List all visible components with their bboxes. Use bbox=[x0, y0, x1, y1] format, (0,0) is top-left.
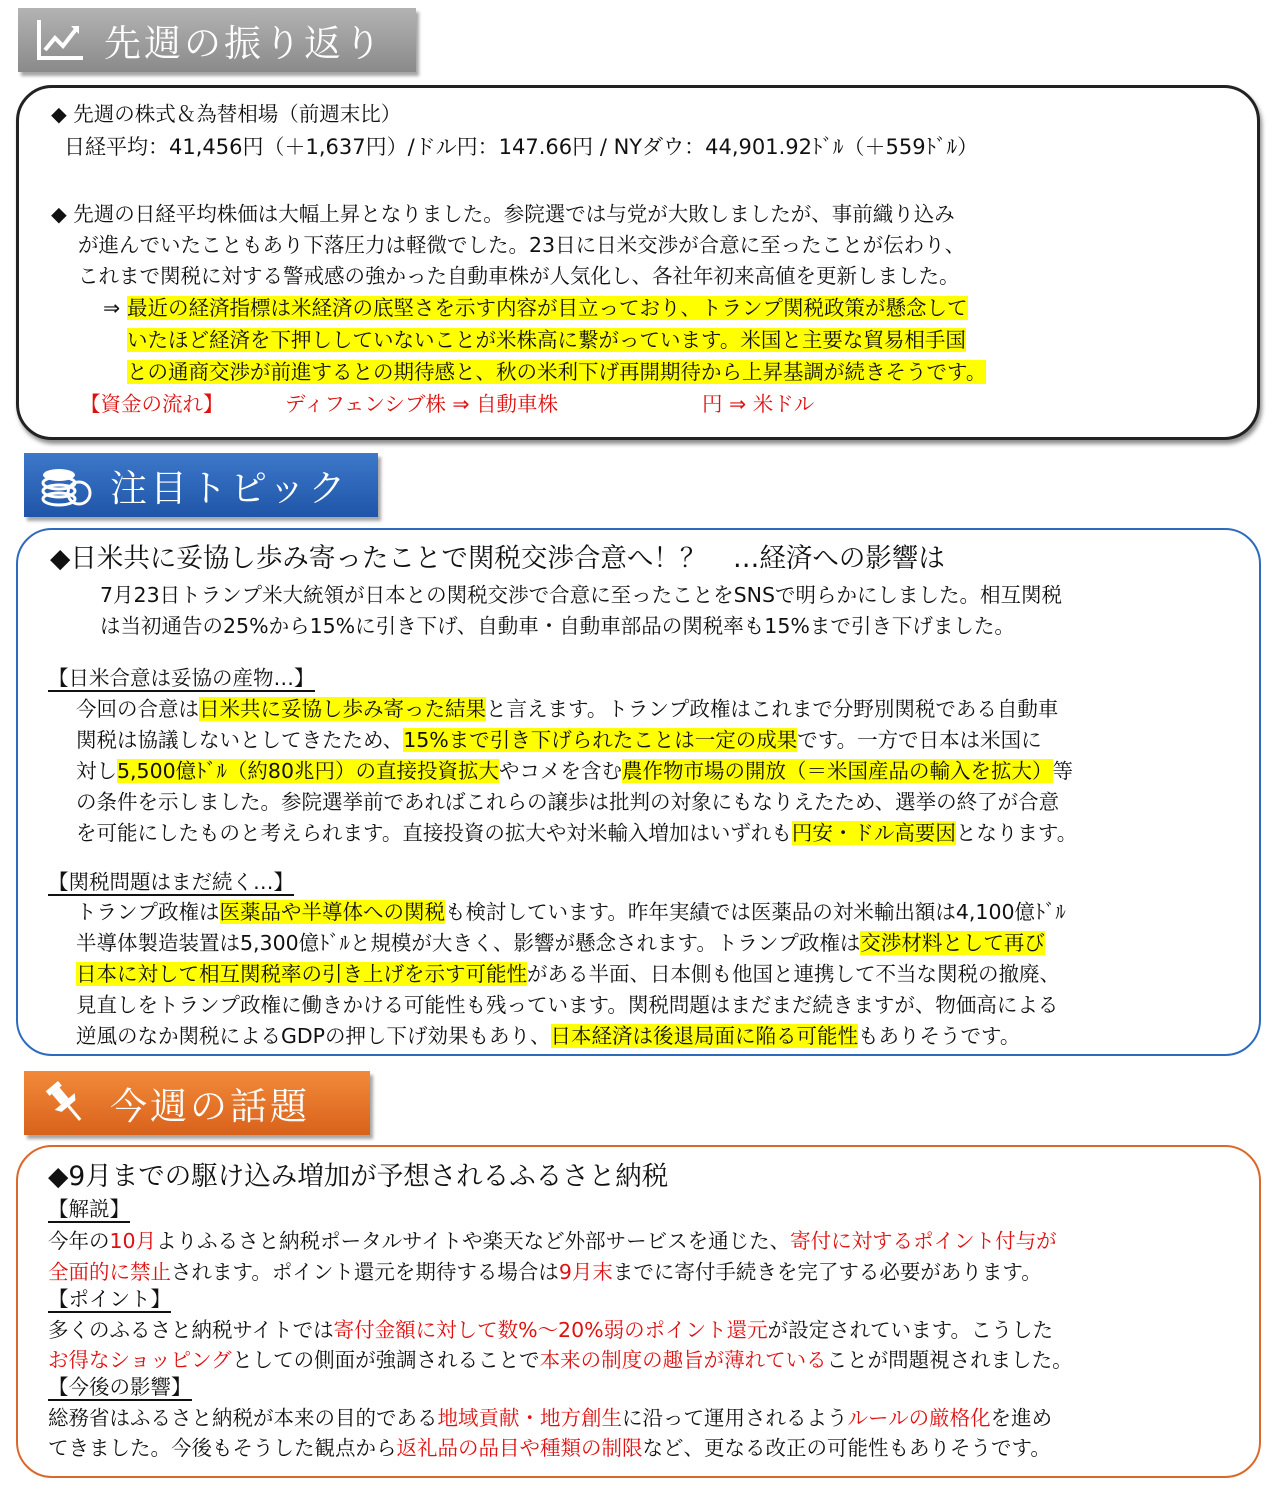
section-title: 今週の話題 bbox=[110, 1085, 310, 1128]
coins-icon bbox=[36, 458, 96, 512]
summary-line-2: が進んでいたこともあり下落圧力は軽微でした。23日に日米交渉が合意に至ったことが伝わり、 bbox=[78, 233, 966, 257]
para2-line-1: トランプ政権は医薬品や半導体への関税も検討しています。昨年実績では医薬品の対米輸出額は4,100億ﾄﾞﾙ bbox=[76, 900, 1066, 924]
outlook-line-1 bbox=[127, 293, 968, 324]
arrow-mark: ⇒ bbox=[103, 296, 121, 320]
this-week-heading: ◆9月までの駆け込み増加が予想されるふるさと納税 bbox=[48, 1161, 669, 1192]
para2-line-4: 見直しをトランプ政権に働きかける可能性も残っています。関税問題はまだまだ続きますが、物価高による bbox=[76, 993, 1059, 1017]
impact-line-1: 総務省はふるさと納税が本来の目的である地域貢献・地方創生に沿って運用されるようルールの厳格化を進め bbox=[48, 1406, 1053, 1430]
market-line: 日経平均：41,456円（＋1,637円）/ドル円：147.66円 / NYダウ：44,901.92ﾄﾞﾙ（＋559ﾄﾞﾙ） bbox=[64, 135, 979, 159]
para1-line-1: 今回の合意は日米共に妥協し歩み寄った結果と言えます。トランプ政権はこれまで分野別関税である自動車 bbox=[76, 697, 1059, 721]
flow-label: 【資金の流れ】 bbox=[80, 392, 224, 416]
flow-currency: 円 ⇒ 米ドル bbox=[702, 392, 815, 416]
para2-line-5: 逆風のなか関税によるGDPの押し下げ効果もあり、日本経済は後退局面に陥る可能性もありそうです。 bbox=[76, 1024, 1021, 1048]
summary-line-1: ◆ 先週の日経平均株価は大幅上昇となりました。参院選では与党が大敗しましたが、事前織り込み bbox=[51, 202, 955, 226]
label-impact: 【今後の影響】 bbox=[48, 1375, 192, 1399]
subheading-1: 【日米合意は妥協の産物…】 bbox=[48, 666, 315, 690]
flow-stocks: ディフェンシブ株 ⇒ 自動車株 bbox=[285, 392, 559, 416]
highlight: との通商交渉が前進するとの期待感と、秋の米利下げ再開期待から上昇基調が続きそうです。 bbox=[127, 360, 987, 384]
explain-line-1: 今年の10月よりふるさと納税ポータルサイトや楽天など外部サービスを通じた、寄付に対するポイント付与が bbox=[48, 1229, 1057, 1253]
market-heading: ◆ 先週の株式＆為替相場（前週末比） bbox=[51, 102, 402, 126]
para1-line-4: の条件を示しました。参院選挙前であればこれらの譲歩は批判の対象にもなりえたため、選挙の終了が合意 bbox=[76, 790, 1060, 814]
label-explanation: 【解説】 bbox=[48, 1197, 130, 1221]
summary-line-3: これまで関税に対する警戒感の強かった自動車株が人気化し、各社年初来高値を更新しました。 bbox=[78, 264, 960, 288]
para1-line-3: 対し5,500億ﾄﾞﾙ（約80兆円）の直接投資拡大やコメを含む農作物市場の開放（＝米国産品の輸入を拡大）等 bbox=[76, 759, 1074, 783]
outlook-line-2 bbox=[127, 325, 966, 356]
section-title: 先週の振り返り bbox=[104, 22, 384, 65]
line-chart-icon bbox=[30, 13, 90, 67]
para2-line-2: 半導体製造装置は5,300億ﾄﾞﾙと規模が大きく、影響が懸念されます。トランプ政権は交渉材料として再び bbox=[76, 931, 1045, 955]
highlight: いたほど経済を下押ししていないことが米株高に繋がっています。米国と主要な貿易相手国 bbox=[127, 328, 966, 352]
point-line-1: 多くのふるさと納税サイトでは寄付金額に対して数%～20%弱のポイント還元が設定されています。こうした bbox=[48, 1318, 1053, 1342]
topic-intro-2: は当初通告の25%から15%に引き下げ、自動車・自動車部品の関税率も15%まで引き下げました。 bbox=[100, 614, 1015, 638]
explain-line-2: 全面的に禁止されます。ポイント還元を期待する場合は9月末までに寄付手続きを完了する必要があります。 bbox=[48, 1260, 1042, 1284]
subheading-2: 【関税問題はまだ続く…】 bbox=[48, 870, 294, 894]
topic-heading: ◆日米共に妥協し歩み寄ったことで関税交渉合意へ！？ …経済への影響は bbox=[50, 543, 945, 574]
impact-line-2: てきました。今後もそうした観点から返礼品の品目や種類の制限など、更なる改正の可能性もありそうです。 bbox=[48, 1436, 1051, 1460]
para2-line-3: 日本に対して相互関税率の引き上げを示す可能性がある半面、日本側も他国と連携して不当な関税の撤廃、 bbox=[76, 962, 1060, 986]
section-header-topic bbox=[24, 453, 378, 517]
para1-line-5: を可能にしたものと考えられます。直接投資の拡大や対米輸入増加はいずれも円安・ドル高要因となります。 bbox=[76, 821, 1078, 845]
section-title: 注目トピック bbox=[110, 467, 349, 510]
highlight: 最近の経済指標は米経済の底堅さを示す内容が目立っており、トランプ関税政策が懸念して bbox=[127, 296, 968, 320]
topic-intro-1: 7月23日トランプ米大統領が日本との関税交渉で合意に至ったことをSNSで明らかにしました。相互関税 bbox=[100, 583, 1062, 607]
para1-line-2: 関税は協議しないとしてきたため、15%まで引き下げられたことは一定の成果です。一方で日本は米国に bbox=[76, 728, 1042, 752]
section-header-last-week bbox=[18, 8, 416, 72]
point-line-2: お得なショッピングとしての側面が強調されることで本来の制度の趣旨が薄れていることが問題視されました。 bbox=[48, 1348, 1073, 1372]
label-point: 【ポイント】 bbox=[48, 1287, 171, 1311]
outlook-line-3 bbox=[127, 357, 986, 388]
section-header-this-week bbox=[24, 1071, 370, 1135]
pushpin-icon bbox=[36, 1076, 96, 1130]
